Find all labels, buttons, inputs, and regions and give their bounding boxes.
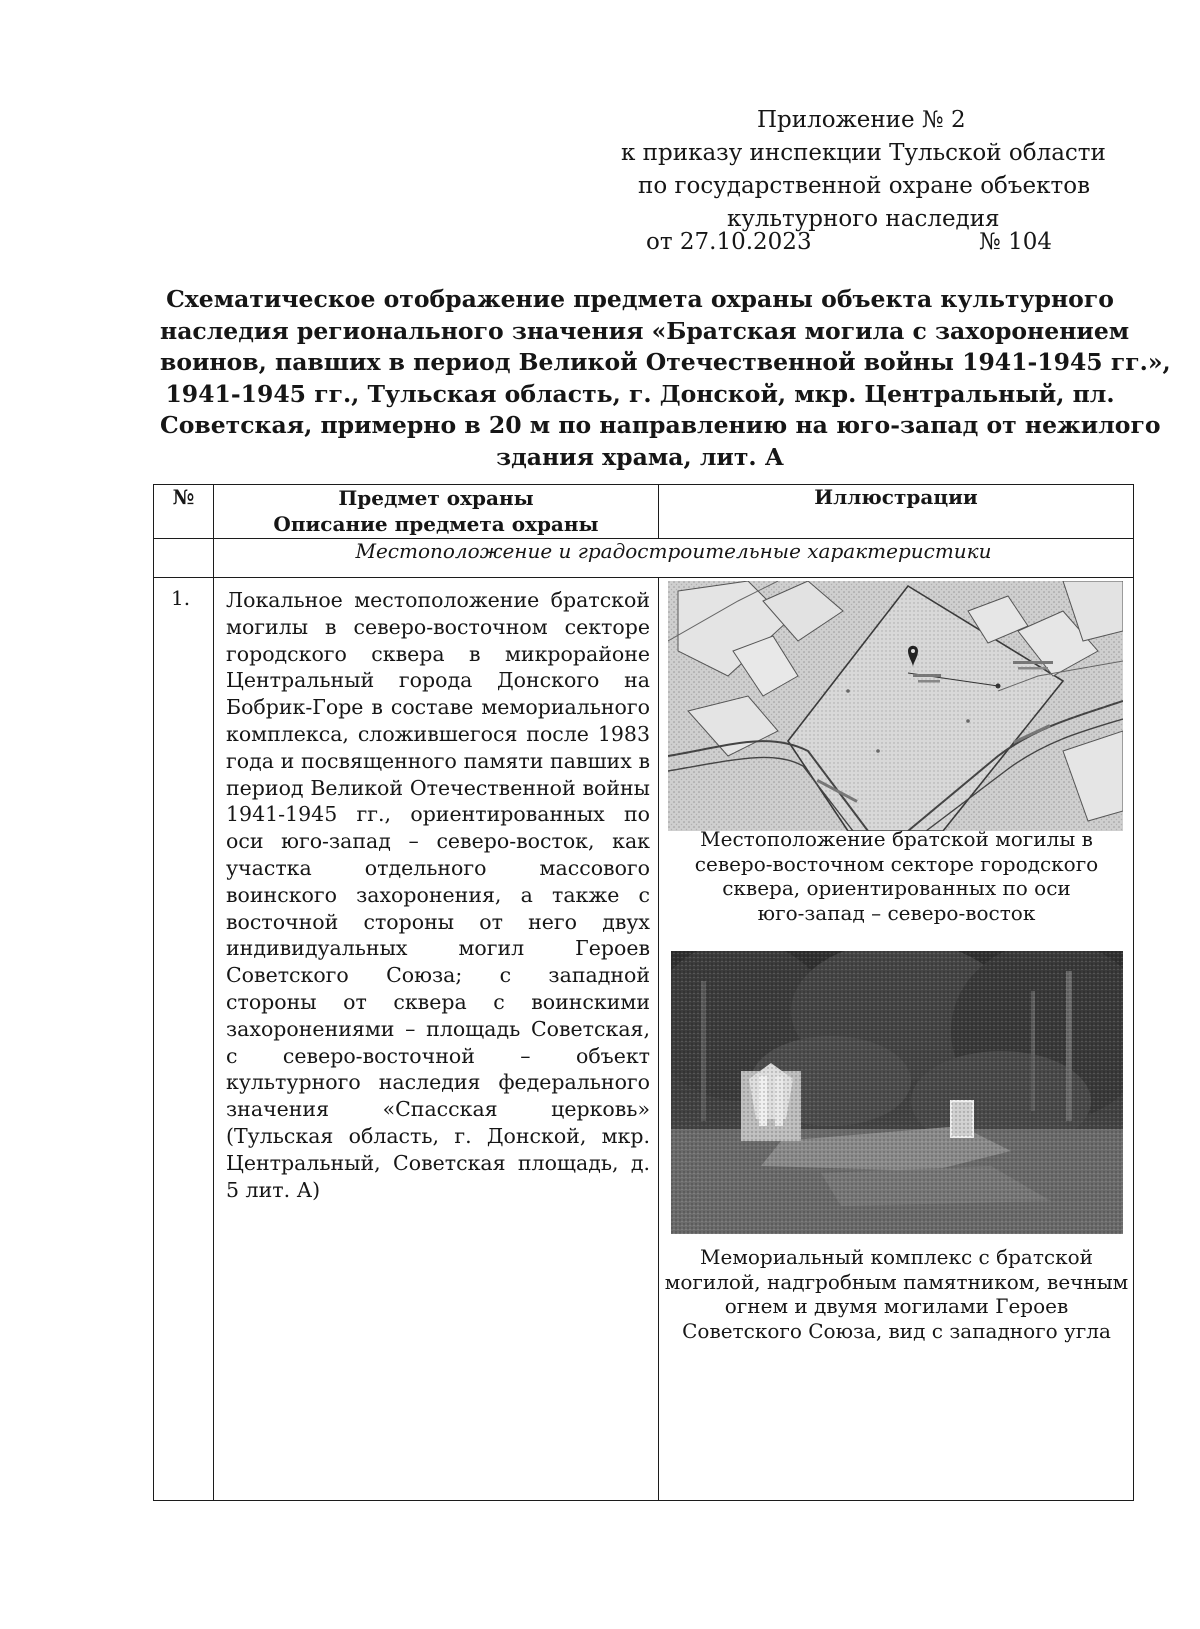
appendix-line-4: культурного наследия bbox=[727, 206, 1000, 232]
title-line: Советская, примерно в 20 м по направлению на юго-запад от нежилого bbox=[160, 411, 1161, 439]
row-number-cell bbox=[154, 578, 214, 1501]
header-illustrations: Иллюстрации bbox=[659, 485, 1134, 539]
section-title: Местоположение и градостроительные характеристики bbox=[214, 539, 1134, 578]
row-number: 1. bbox=[171, 586, 191, 610]
title-line: наследия регионального значения «Братская могила с захоронением bbox=[160, 316, 1130, 345]
title-line: воинов, павших в период Великой Отечественной войны 1941-1945 гг.», bbox=[160, 348, 1171, 376]
protection-table bbox=[153, 484, 1134, 1501]
caption-line: Мемориальный комплекс с братской bbox=[700, 1245, 1093, 1269]
title-line: Схематическое отображение предмета охраны объекта культурного bbox=[166, 285, 1114, 313]
title-line: здания храма, лит. А bbox=[496, 442, 784, 471]
caption-line: сквера, ориентированных по оси bbox=[722, 876, 1071, 900]
appendix-line-2: к приказу инспекции Тульской области bbox=[621, 140, 1106, 166]
table-header-row bbox=[154, 485, 1134, 539]
map-caption bbox=[659, 827, 1134, 925]
caption-line: Советского Союза, вид с западного угла bbox=[682, 1318, 1111, 1343]
header-number: № bbox=[154, 485, 214, 539]
order-number: № 104 bbox=[979, 229, 1052, 255]
section-row bbox=[154, 539, 1134, 578]
row-description-cell bbox=[214, 578, 659, 1501]
location-map-image bbox=[668, 581, 1123, 831]
memorial-photo bbox=[671, 951, 1123, 1234]
row-illustrations-cell bbox=[659, 578, 1134, 1501]
row-description: Локальное местоположение братской могилы в северо-восточном секторе городского сквера в микрорайоне Центральный города Донского на Бобрик-Горе в составе мемориального комплекса, сложившегося после 1983 года и посвященного памяти павших в период Великой Отечественной войны 1941-1945 гг., ориентированных по оси юго-запад – северо-восток, как участка отдельного массового воинского захоронения, а также с восточной стороны от него двух индивидуальных могил Героев Советского Союза; с западной стороны от сквера с воинскими захоронениями – площадь Советская, с северо-восточной – объект культурного наследия федерального значения «Спасская церковь» (Тульская область, г. Донской, мкр. Центральный, Советская площадь, д. 5 лит. А) bbox=[226, 588, 650, 1202]
photo-caption bbox=[659, 1245, 1134, 1343]
header-subject-line-1: Предмет охраны bbox=[338, 486, 534, 510]
caption-line: Местоположение братской могилы в bbox=[700, 827, 1093, 851]
caption-line: огнем и двумя могилами Героев bbox=[724, 1294, 1069, 1318]
caption-line: северо-восточном секторе городского bbox=[694, 851, 1099, 876]
order-date: от 27.10.2023 bbox=[646, 229, 812, 255]
appendix-line-1: Приложение № 2 bbox=[757, 107, 966, 133]
header-subject bbox=[214, 485, 659, 539]
title-line: 1941-1945 гг., Тульская область, г. Донской, мкр. Центральный, пл. bbox=[165, 379, 1115, 408]
caption-line: юго-запад – северо-восток bbox=[757, 900, 1036, 925]
header-subject-line-2: Описание предмета охраны bbox=[273, 512, 599, 536]
table-row bbox=[154, 578, 1134, 1501]
appendix-line-3: по государственной охране объектов bbox=[638, 173, 1091, 199]
section-empty-cell bbox=[154, 539, 214, 578]
document-title bbox=[160, 284, 1171, 473]
caption-line: могилой, надгробным памятником, вечным bbox=[664, 1269, 1129, 1294]
